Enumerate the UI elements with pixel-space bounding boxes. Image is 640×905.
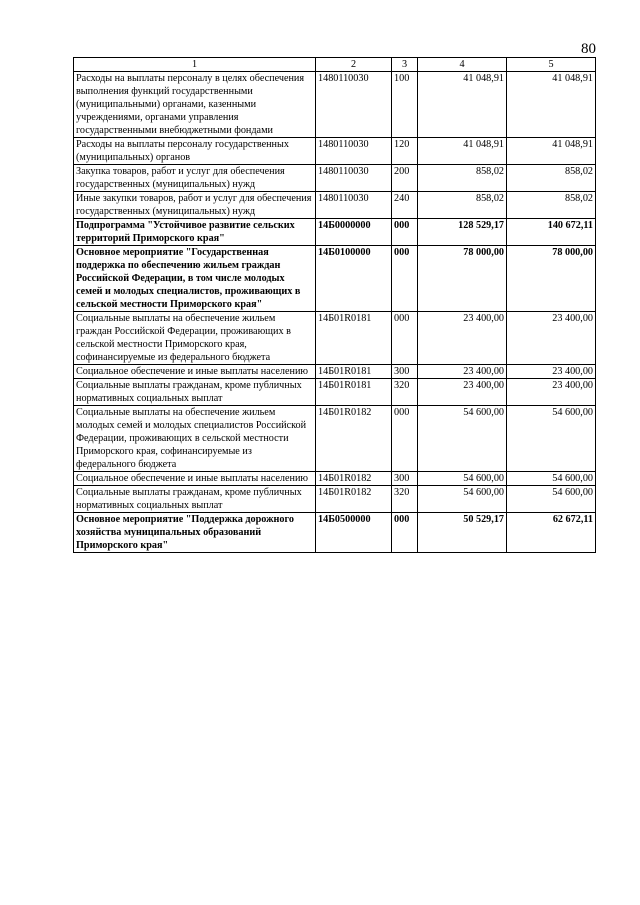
- cell-name: Социальные выплаты на обеспечение жильем граждан Российской Федерации, проживающих в сельской местности Приморского края, софинансируемые из федерального бюджета: [74, 312, 316, 365]
- table-row: [74, 246, 596, 312]
- table-body: [74, 72, 596, 553]
- cell-type: 300: [392, 472, 418, 486]
- cell-name: Расходы на выплаты персоналу государственных (муниципальных) органов: [74, 138, 316, 165]
- table-row: [74, 472, 596, 486]
- column-header: 2: [316, 58, 392, 72]
- cell-code: 14Б01R0181: [316, 379, 392, 406]
- cell-type: 200: [392, 165, 418, 192]
- cell-value-col5: 78 000,00: [507, 246, 596, 312]
- cell-value-col5: 140 672,11: [507, 219, 596, 246]
- cell-type: 120: [392, 138, 418, 165]
- cell-value-col4: 23 400,00: [418, 365, 507, 379]
- table-row: [74, 486, 596, 513]
- cell-value-col4: 128 529,17: [418, 219, 507, 246]
- cell-name: Закупка товаров, работ и услуг для обеспечения государственных (муниципальных) нужд: [74, 165, 316, 192]
- cell-code: 14Б0100000: [316, 246, 392, 312]
- cell-value-col4: 41 048,91: [418, 138, 507, 165]
- cell-value-col4: 858,02: [418, 165, 507, 192]
- cell-code: 1480110030: [316, 192, 392, 219]
- cell-type: 000: [392, 219, 418, 246]
- table-row: [74, 513, 596, 553]
- cell-code: 14Б0500000: [316, 513, 392, 553]
- cell-value-col4: 78 000,00: [418, 246, 507, 312]
- table-row: [74, 165, 596, 192]
- column-header: 3: [392, 58, 418, 72]
- cell-type: 100: [392, 72, 418, 138]
- header-row: [74, 58, 596, 72]
- cell-type: 320: [392, 379, 418, 406]
- cell-type: 000: [392, 513, 418, 553]
- cell-name: Основное мероприятие "Поддержка дорожного хозяйства муниципальных образований Приморского края": [74, 513, 316, 553]
- cell-value-col4: 50 529,17: [418, 513, 507, 553]
- cell-code: 14Б0000000: [316, 219, 392, 246]
- cell-value-col5: 858,02: [507, 165, 596, 192]
- cell-value-col5: 23 400,00: [507, 365, 596, 379]
- cell-value-col5: 41 048,91: [507, 138, 596, 165]
- cell-code: 1480110030: [316, 138, 392, 165]
- cell-name: Социальные выплаты гражданам, кроме публичных нормативных социальных выплат: [74, 486, 316, 513]
- table-row: [74, 312, 596, 365]
- cell-code: 1480110030: [316, 72, 392, 138]
- column-header: 4: [418, 58, 507, 72]
- cell-name: Расходы на выплаты персоналу в целях обеспечения выполнения функций государственными (муниципальными) органами, казенными учреждениями, органами управления государственными внебюджетными фондами: [74, 72, 316, 138]
- table-row: [74, 365, 596, 379]
- table-row: [74, 192, 596, 219]
- page-number: 80: [581, 41, 596, 57]
- cell-code: 1480110030: [316, 165, 392, 192]
- cell-value-col4: 54 600,00: [418, 472, 507, 486]
- cell-value-col5: 23 400,00: [507, 312, 596, 365]
- cell-type: 000: [392, 406, 418, 472]
- cell-name: Социальные выплаты на обеспечение жильем молодых семей и молодых специалистов Российской Федерации, проживающих в сельской местности Приморского края, софинансируемые из федерального бюджета: [74, 406, 316, 472]
- cell-value-col4: 23 400,00: [418, 379, 507, 406]
- table-row: [74, 406, 596, 472]
- cell-name: Подпрограмма "Устойчивое развитие сельских территорий Приморского края": [74, 219, 316, 246]
- cell-value-col4: 23 400,00: [418, 312, 507, 365]
- cell-value-col5: 54 600,00: [507, 406, 596, 472]
- cell-value-col5: 62 672,11: [507, 513, 596, 553]
- cell-code: 14Б01R0181: [316, 312, 392, 365]
- cell-value-col5: 54 600,00: [507, 472, 596, 486]
- cell-type: 000: [392, 312, 418, 365]
- cell-code: 14Б01R0182: [316, 406, 392, 472]
- cell-name: Иные закупки товаров, работ и услуг для обеспечения государственных (муниципальных) нужд: [74, 192, 316, 219]
- cell-value-col4: 54 600,00: [418, 486, 507, 513]
- table-row: [74, 219, 596, 246]
- column-header: 5: [507, 58, 596, 72]
- cell-type: 240: [392, 192, 418, 219]
- cell-value-col5: 54 600,00: [507, 486, 596, 513]
- table-row: [74, 379, 596, 406]
- column-header: 1: [74, 58, 316, 72]
- cell-value-col5: 858,02: [507, 192, 596, 219]
- table-row: [74, 72, 596, 138]
- cell-value-col5: 41 048,91: [507, 72, 596, 138]
- cell-code: 14Б01R0181: [316, 365, 392, 379]
- cell-value-col4: 858,02: [418, 192, 507, 219]
- cell-name: Социальные выплаты гражданам, кроме публичных нормативных социальных выплат: [74, 379, 316, 406]
- cell-name: Основное мероприятие "Государственная поддержка по обеспечению жильем граждан Российской Федерации, в том числе молодых семей и молодых специалистов, проживающих в сельской местности Приморского края": [74, 246, 316, 312]
- cell-type: 320: [392, 486, 418, 513]
- cell-name: Социальное обеспечение и иные выплаты населению: [74, 365, 316, 379]
- cell-code: 14Б01R0182: [316, 472, 392, 486]
- cell-name: Социальное обеспечение и иные выплаты населению: [74, 472, 316, 486]
- cell-code: 14Б01R0182: [316, 486, 392, 513]
- cell-value-col4: 54 600,00: [418, 406, 507, 472]
- table-row: [74, 138, 596, 165]
- cell-type: 000: [392, 246, 418, 312]
- cell-type: 300: [392, 365, 418, 379]
- budget-table: [73, 57, 596, 553]
- cell-value-col5: 23 400,00: [507, 379, 596, 406]
- cell-value-col4: 41 048,91: [418, 72, 507, 138]
